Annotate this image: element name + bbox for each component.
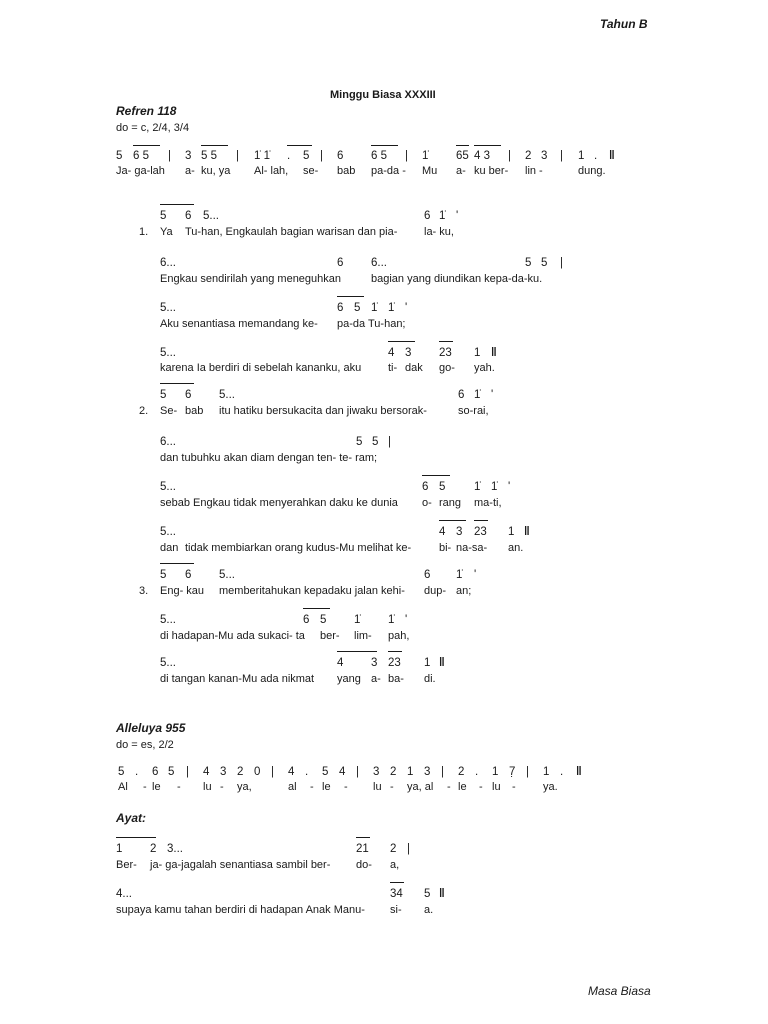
beam (390, 882, 404, 883)
note: 6 (424, 569, 431, 581)
lyric: Al- lah, (254, 165, 289, 177)
bar-line: | (508, 150, 511, 162)
lyric: bi- (439, 542, 452, 554)
note: 3 (185, 150, 192, 162)
note: 5 (424, 888, 431, 900)
note: 5 (322, 766, 329, 778)
lyric: - (512, 781, 516, 793)
lyric: tidak membiarkan orang kudus-Mu melihat ke- (185, 542, 412, 554)
note: . (135, 766, 139, 778)
note: 5... (160, 614, 176, 626)
note: 1 (474, 347, 481, 359)
note: 1 (424, 657, 431, 669)
beam (201, 145, 228, 146)
end-bar: ‖ (576, 766, 582, 778)
note: 23 (474, 526, 487, 538)
lyric: - (390, 781, 394, 793)
note: 5 (160, 389, 167, 401)
beam (116, 837, 156, 838)
note: 5 (168, 766, 175, 778)
end-bar: ‖ (609, 150, 615, 162)
lyric: Al (118, 781, 128, 793)
lyric: so-rai, (458, 405, 489, 417)
beam (133, 145, 160, 146)
lyric: lin - (525, 165, 543, 177)
note: 2 (525, 150, 532, 162)
note: 5 (372, 436, 379, 448)
bar-line: | (236, 150, 239, 162)
note: 3 (373, 766, 380, 778)
note: 5... (203, 210, 219, 222)
verse-number: 2. (139, 405, 149, 417)
note: 6 (337, 150, 344, 162)
note: 3... (167, 843, 183, 855)
beam (303, 608, 330, 609)
lyric: ma-ti, (474, 497, 502, 509)
bar-line: | (320, 150, 323, 162)
beam (160, 204, 194, 205)
lyric: Ya (160, 226, 173, 238)
note: 1̇ (388, 302, 395, 314)
note: 5... (219, 389, 235, 401)
note: 5 (303, 150, 310, 162)
note: 6 (303, 614, 310, 626)
note: 3 (220, 766, 227, 778)
lyric: supaya kamu tahan berdiri di hadapan Anak Manu- (116, 904, 365, 916)
lyric: - (310, 781, 314, 793)
lyric: le (322, 781, 331, 793)
lyric: pa-da Tu-han; (337, 318, 406, 330)
note: 5... (160, 347, 176, 359)
note: 2 (237, 766, 244, 778)
beam (160, 563, 194, 564)
lyric: ti- (388, 362, 398, 374)
lyric: lu (203, 781, 212, 793)
lyric: si- (390, 904, 402, 916)
note: 2 (458, 766, 465, 778)
lyric: a, (390, 859, 400, 871)
lyric: do- (356, 859, 372, 871)
lyric: le (152, 781, 161, 793)
note: 2 (390, 843, 397, 855)
note: 6 5 (371, 150, 387, 162)
lyric: ya. (543, 781, 558, 793)
lyric: - (447, 781, 451, 793)
note: 6 5 (133, 150, 149, 162)
note: 1̇ (354, 614, 361, 626)
lyric: di hadapan-Mu ada sukaci- ta (160, 630, 305, 642)
lyric: a. (424, 904, 434, 916)
note: 4 3 (474, 150, 490, 162)
lyric: bagian yang diundikan kepa-da-ku. (371, 273, 543, 285)
lyric: a- (371, 673, 381, 685)
lyric: di tangan kanan-Mu ada nikmat (160, 673, 315, 685)
beam (388, 651, 402, 652)
note: . (287, 150, 291, 162)
refren-key: do = c, 2/4, 3/4 (116, 122, 190, 134)
note: 2 (150, 843, 157, 855)
lyric: lim- (354, 630, 372, 642)
beam (337, 296, 364, 297)
bar-line: | (526, 766, 529, 778)
note: 3 (541, 150, 548, 162)
lyric: - (479, 781, 483, 793)
lyric: - (143, 781, 147, 793)
note: 4 (203, 766, 210, 778)
note: 5 (118, 766, 125, 778)
note: 1̇ (388, 614, 395, 626)
lyric: bab (185, 405, 204, 417)
lyric: Ja- ga-lah (116, 165, 165, 177)
lyric: rang (439, 497, 462, 509)
note: 6 (185, 210, 192, 222)
lyric: an. (508, 542, 524, 554)
lyric: pah, (388, 630, 410, 642)
note: 65 (456, 150, 469, 162)
note: 4 (288, 766, 295, 778)
bar-line: | (388, 436, 391, 448)
note: 23 (439, 347, 452, 359)
beam (456, 145, 469, 146)
bar-line: | (168, 150, 171, 162)
lyric: ber- (320, 630, 340, 642)
lyric: - (344, 781, 348, 793)
note: . (475, 766, 479, 778)
note: 3 (405, 347, 412, 359)
note: 5 5 (201, 150, 217, 162)
bar-line: | (186, 766, 189, 778)
beam (356, 837, 370, 838)
lyric: karena Ia berdiri di sebelah kananku, aku (160, 362, 362, 374)
note: 6 (337, 302, 344, 314)
note: . (594, 150, 598, 162)
note: 5... (160, 657, 176, 669)
note: 5... (160, 302, 176, 314)
lyric: se- (303, 165, 319, 177)
bar-line: | (560, 150, 563, 162)
note: 6... (160, 436, 176, 448)
beam (474, 145, 501, 146)
lyric: a- (456, 165, 466, 177)
lyric: ja- ga-jagalah senantiasa sambil ber- (150, 859, 331, 871)
note: 1̇ (422, 150, 429, 162)
note: 6 (152, 766, 159, 778)
note: 6 (185, 389, 192, 401)
lyric: yang (337, 673, 361, 685)
bar-line: | (441, 766, 444, 778)
note: 5 (541, 257, 548, 269)
bar-line: | (407, 843, 410, 855)
breath-mark: ' (491, 389, 494, 401)
lyric: Mu (422, 165, 438, 177)
lyric: dan (160, 542, 179, 554)
lyric: lu (492, 781, 501, 793)
page-title: Minggu Biasa XXXIII (330, 89, 436, 101)
lyric: na-sa- (456, 542, 488, 554)
lyric: - (177, 781, 181, 793)
lyric: Aku senantiasa memandang ke- (160, 318, 318, 330)
note: 1̇ (474, 389, 481, 401)
lyric: di. (424, 673, 436, 685)
note: 1 (543, 766, 550, 778)
alleluya-key: do = es, 2/2 (116, 739, 174, 751)
note: 5 (160, 210, 167, 222)
note: 3 (371, 657, 378, 669)
beam (337, 651, 377, 652)
note: . (305, 766, 309, 778)
verse-number: 1. (139, 226, 149, 238)
note: . (560, 766, 564, 778)
lyric: Se- (160, 405, 178, 417)
note: 6... (371, 257, 387, 269)
note: 34 (390, 888, 403, 900)
breath-mark: ' (508, 481, 511, 493)
note: 1̇ 1̇ (254, 150, 270, 162)
lyric: ku ber- (474, 165, 509, 177)
lyric: la- ku, (424, 226, 454, 238)
lyric: Ber- (116, 859, 137, 871)
note: 1̇ (439, 210, 446, 222)
beam (371, 145, 398, 146)
lyric: an; (456, 585, 472, 597)
end-bar: ‖ (524, 526, 530, 538)
lyric: Eng- kau (160, 585, 205, 597)
note: 1 (508, 526, 515, 538)
breath-mark: ' (456, 210, 459, 222)
lyric: - (220, 781, 224, 793)
lyric: al (288, 781, 297, 793)
note: 6 (337, 257, 344, 269)
alleluya-heading: Alleluya 955 (116, 721, 186, 735)
lyric: itu hatiku bersukacita dan jiwaku bersorak- (219, 405, 427, 417)
note: 6 (424, 210, 431, 222)
note: 5 (525, 257, 532, 269)
beam (422, 475, 450, 476)
note: 1 (407, 766, 414, 778)
note: 5 (354, 302, 361, 314)
note: 21 (356, 843, 369, 855)
note: 1 (492, 766, 499, 778)
lyric: sebab Engkau tidak menyerahkan daku ke dunia (160, 497, 398, 509)
lyric: le (458, 781, 467, 793)
lyric: go- (439, 362, 455, 374)
refren-heading: Refren 118 (116, 104, 177, 118)
beam (439, 341, 453, 342)
lyric: ya, (237, 781, 252, 793)
beam (388, 341, 415, 342)
note: 1̇ (474, 481, 481, 493)
note: 2 (390, 766, 397, 778)
lyric: dup- (424, 585, 447, 597)
lyric: pa-da - (371, 165, 406, 177)
beam (474, 520, 488, 521)
beam (287, 145, 312, 146)
note: 6 (458, 389, 465, 401)
note: 5... (219, 569, 235, 581)
end-bar: ‖ (491, 347, 497, 359)
verse-number: 3. (139, 585, 149, 597)
note: 1 (578, 150, 585, 162)
lyric: Tu-han, Engkaulah bagian warisan dan pia- (185, 226, 398, 238)
ayat-heading: Ayat: (116, 811, 147, 825)
note: 6 (422, 481, 429, 493)
note: 5 (356, 436, 363, 448)
note: 4 (337, 657, 344, 669)
note: 23 (388, 657, 401, 669)
note: 1̇ (456, 569, 463, 581)
note: 5 (320, 614, 327, 626)
lyric: bab (337, 165, 356, 177)
end-bar: ‖ (439, 888, 445, 900)
note: 5... (160, 481, 176, 493)
breath-mark: ' (405, 614, 408, 626)
note: 6... (160, 257, 176, 269)
note: 4 (388, 347, 395, 359)
breath-mark: ' (474, 569, 477, 581)
season-label: Masa Biasa (588, 984, 651, 998)
note: 4... (116, 888, 132, 900)
beam (160, 383, 194, 384)
note: 4 (439, 526, 446, 538)
note: 1̇ (491, 481, 498, 493)
note: 0 (254, 766, 261, 778)
note: 5 (116, 150, 123, 162)
year-label: Tahun B (600, 17, 648, 31)
note: 5 (160, 569, 167, 581)
lyric: o- (422, 497, 432, 509)
lyric: ba- (388, 673, 404, 685)
bar-line: | (271, 766, 274, 778)
lyric: dak (405, 362, 423, 374)
lyric: Engkau sendirilah yang meneguhkan (160, 273, 342, 285)
lyric: a- (185, 165, 195, 177)
note: 1̇ (371, 302, 378, 314)
bar-line: | (356, 766, 359, 778)
lyric: lu (373, 781, 382, 793)
bar-line: | (560, 257, 563, 269)
lyric: yah. (474, 362, 495, 374)
lyric: dung. (578, 165, 606, 177)
breath-mark: ' (405, 302, 408, 314)
lyric: ya, al (407, 781, 434, 793)
lyric: dan tubuhku akan diam dengan ten- te- ram; (160, 452, 378, 464)
note: 6 (185, 569, 192, 581)
lyric: ku, ya (201, 165, 231, 177)
bar-line: | (405, 150, 408, 162)
note: 3 (456, 526, 463, 538)
note: 5... (160, 526, 176, 538)
note: 5 (439, 481, 446, 493)
note: 3 (424, 766, 431, 778)
note: 4 (339, 766, 346, 778)
note: 7̣ (509, 766, 516, 778)
end-bar: ‖ (439, 657, 445, 669)
beam (439, 520, 466, 521)
lyric: memberitahukan kepadaku jalan kehi- (219, 585, 405, 597)
note: 1 (116, 843, 123, 855)
